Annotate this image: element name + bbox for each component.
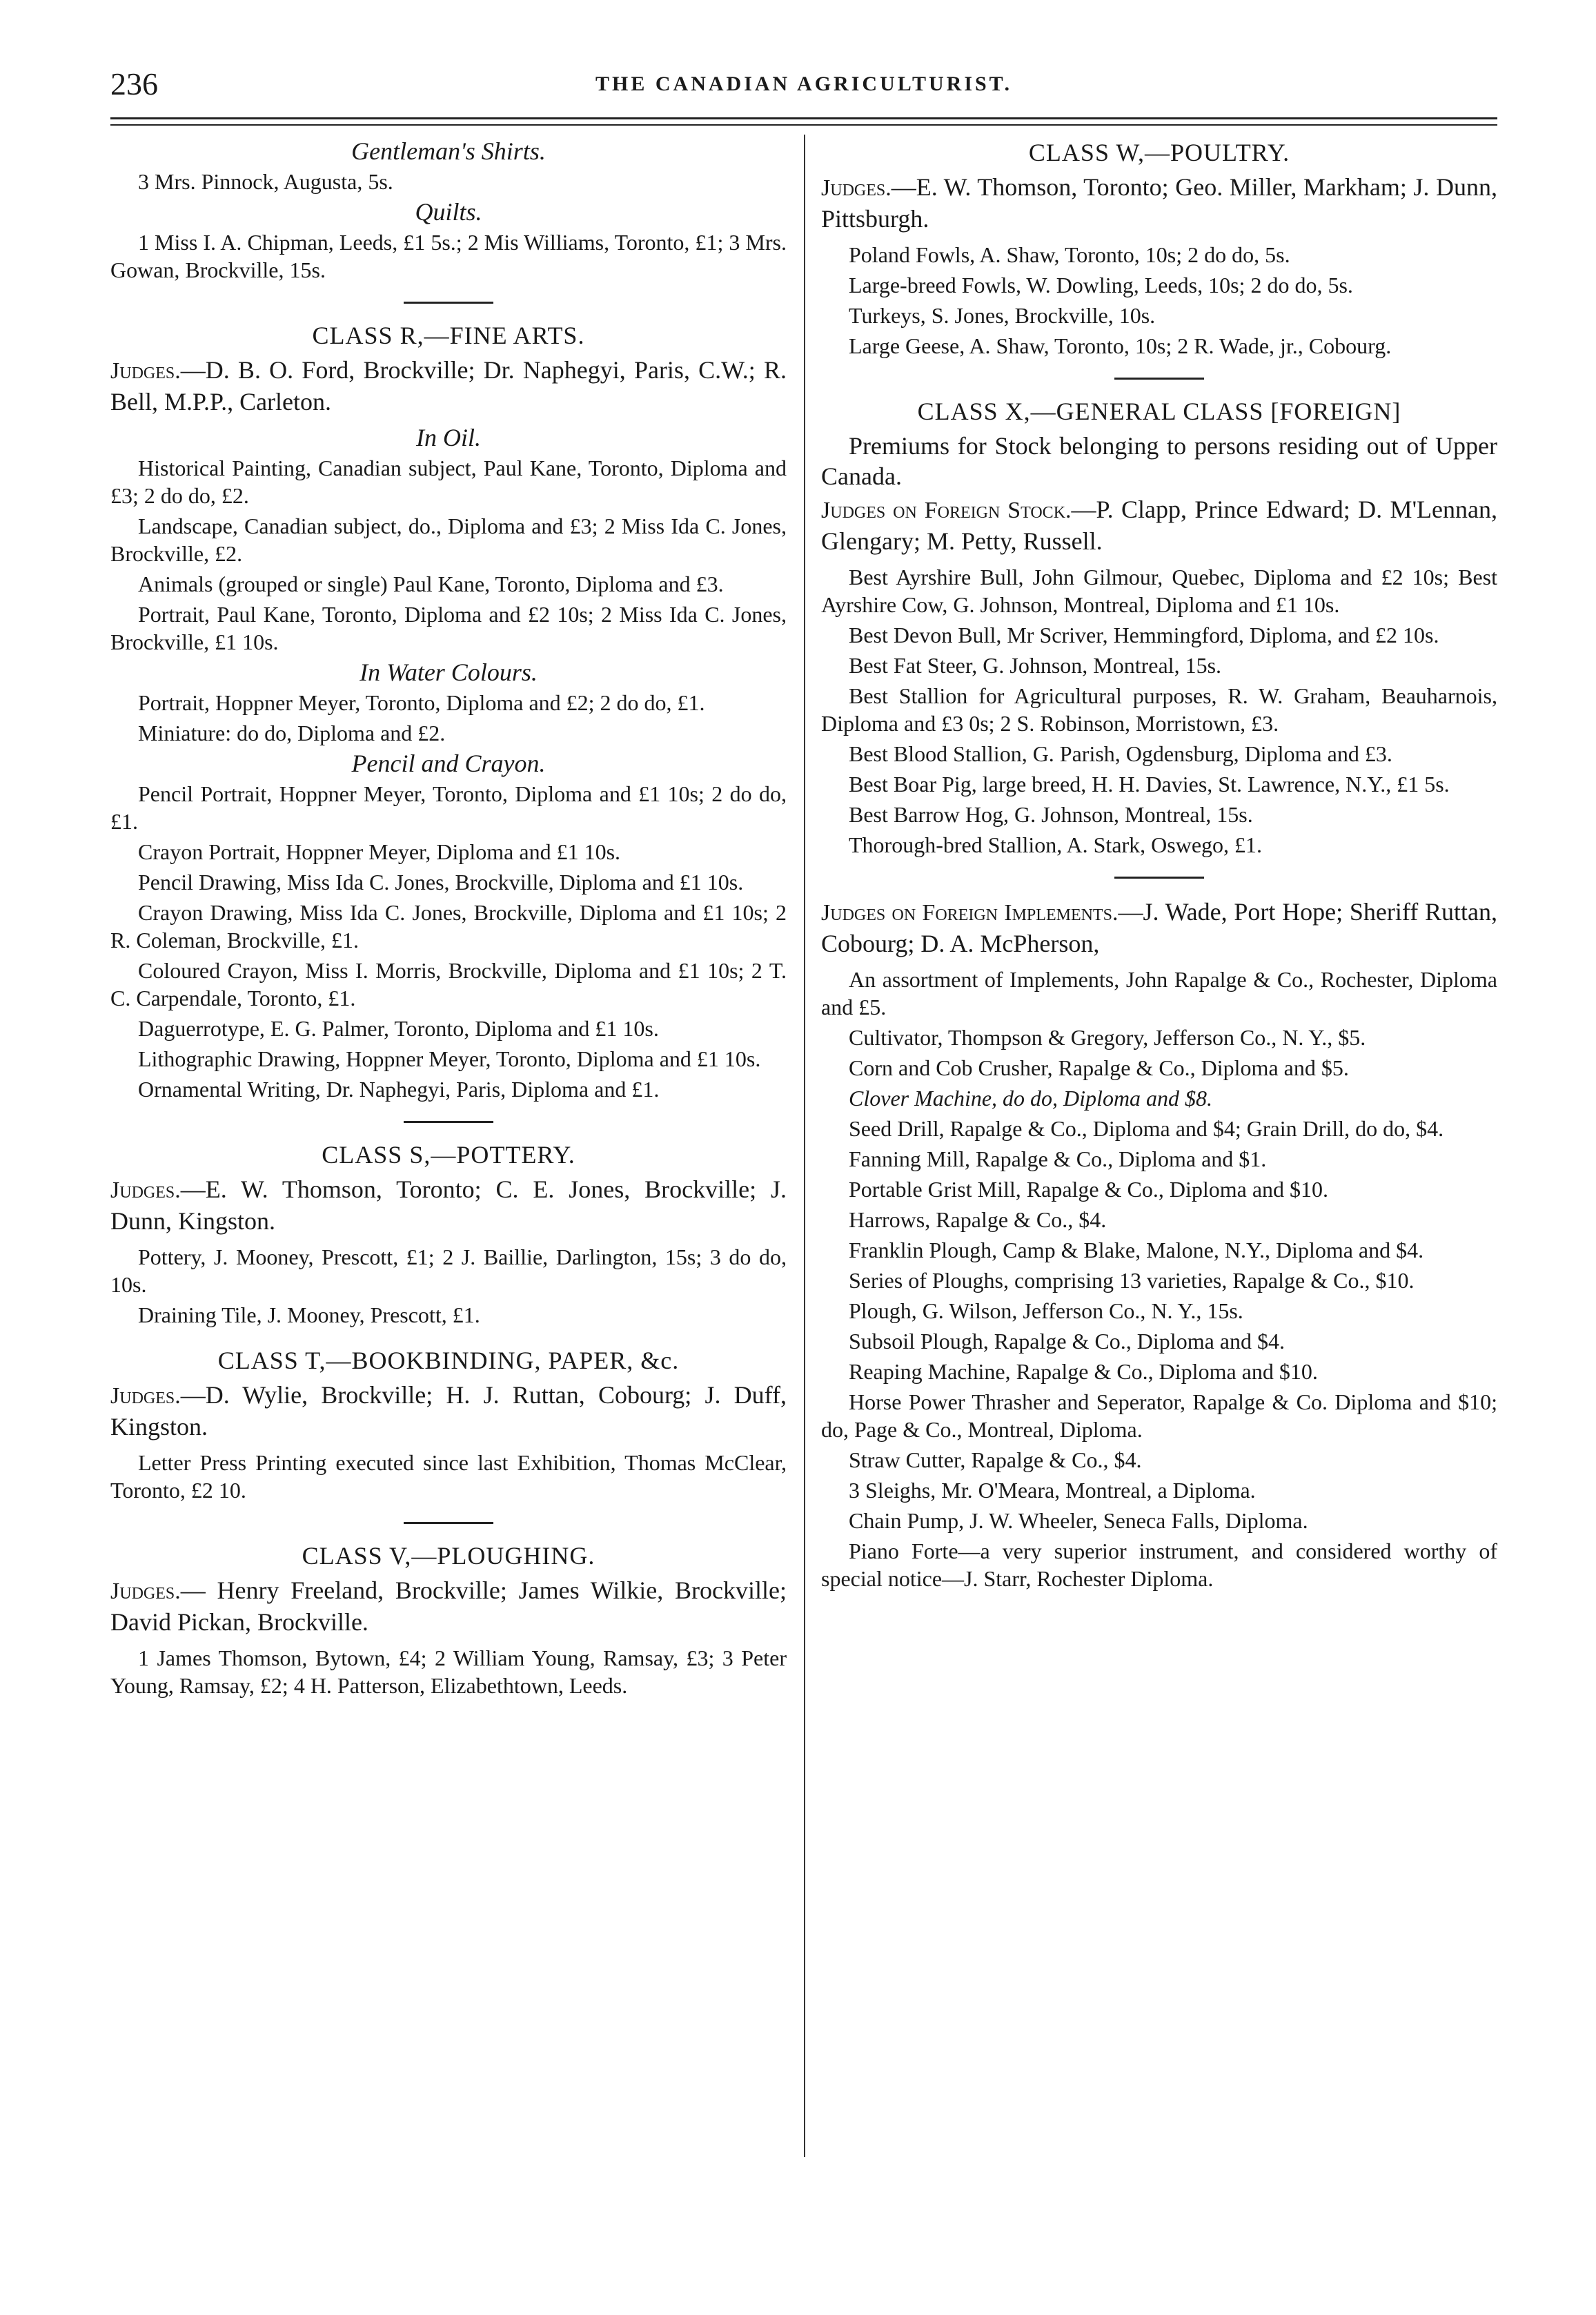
entry-impl-2: Cultivator, Thompson & Gregory, Jefferson Co., N. Y., $5. — [849, 1025, 1366, 1050]
entry-poultry-1: Poland Fowls, A. Shaw, Toronto, 10s; 2 do do, 5s. — [849, 242, 1290, 267]
class-v-heading: CLASS V,—PLOUGHING. — [302, 1542, 595, 1570]
entry-pottery-1: Pottery, J. Mooney, Prescott, £1; 2 J. Baillie, Darlington, 15s; 3 do do, 10s. — [110, 1244, 787, 1297]
right-column — [821, 135, 1497, 1595]
entry-impl-9: Franklin Plough, Camp & Blake, Malone, N.Y., Diploma and $4. — [849, 1238, 1424, 1262]
entry-stock-7: Best Barrow Hog, G. Johnson, Montreal, 15s. — [849, 802, 1253, 827]
class-t-heading: CLASS T,—BOOKBINDING, PAPER, &c. — [217, 1347, 680, 1374]
judges-text: —J. Wade, Port Hope; Sheriff Ruttan, Cobourg; D. A. McPherson, — [821, 898, 1497, 957]
judges-label: Judges on Foreign Stock. — [821, 498, 1072, 523]
entry-oil-1: Historical Painting, Canadian subject, Paul Kane, Toronto, Diploma and £3; 2 do do, £2. — [110, 456, 787, 508]
class-x-intro: Premiums for Stock belonging to persons residing out of Upper Canada. — [821, 432, 1497, 490]
judges-label: Judges. — [821, 175, 891, 201]
entry-pencil-6: Daguerrotype, E. G. Palmer, Toronto, Diploma and £1 10s. — [138, 1016, 659, 1041]
entry-shirts: 3 Mrs. Pinnock, Augusta, 5s. — [138, 169, 393, 194]
header-rule-top — [110, 117, 1497, 119]
entry-stock-8: Thorough-bred Stallion, A. Stark, Oswego, £1. — [849, 832, 1263, 857]
column-divider — [804, 135, 805, 2157]
entry-book-1: Letter Press Printing executed since last Exhibition, Thomas McClear, Toronto, £2 10. — [110, 1450, 787, 1503]
entry-water-1: Portrait, Hoppner Meyer, Toronto, Diploma and £2; 2 do do, £1. — [138, 690, 705, 715]
entry-quilts: 1 Miss I. A. Chipman, Leeds, £1 5s.; 2 Mis Williams, Toronto, £1; 3 Mrs. Gowan, Brockville, 15s. — [110, 230, 787, 282]
entry-impl-6: Fanning Mill, Rapalge & Co., Diploma and $1. — [849, 1146, 1267, 1171]
page — [110, 66, 1497, 2274]
entry-impl-17: Chain Pump, J. W. Wheeler, Seneca Falls, Diploma. — [849, 1508, 1308, 1533]
entry-impl-15: Straw Cutter, Rapalge & Co., $4. — [849, 1447, 1142, 1472]
entry-stock-1: Best Ayrshire Bull, John Gilmour, Quebec, Diploma and £2 10s; Best Ayrshire Cow, G. Johnson, Montreal, Diploma and £1 10s. — [821, 565, 1497, 617]
left-column — [110, 135, 787, 1702]
entry-stock-5: Best Blood Stallion, G. Parish, Ogdensburg, Diploma and £3. — [849, 741, 1392, 766]
entry-impl-3: Corn and Cob Crusher, Rapalge & Co., Diploma and $5. — [849, 1055, 1349, 1080]
entry-stock-4: Best Stallion for Agricultural purposes, R. W. Graham, Beauharnois, Diploma and £3 0s; 2 S. Robinson, Morristown, £3. — [821, 683, 1497, 736]
entry-pencil-2: Crayon Portrait, Hoppner Meyer, Diploma and £1 10s. — [138, 839, 621, 864]
section-rule — [404, 1522, 493, 1524]
entry-impl-18: Piano Forte—a very superior instrument, and considered worthy of special notice—J. Starr, Rochester Diploma. — [821, 1539, 1497, 1591]
entry-pencil-5: Coloured Crayon, Miss I. Morris, Brockville, Diploma and £1 10s; 2 T. C. Carpendale, Toronto, £1. — [110, 958, 787, 1010]
section-rule — [1114, 877, 1204, 879]
foreign-stock-judges — [821, 494, 1497, 556]
page-number: 236 — [110, 66, 158, 101]
entry-pottery-2: Draining Tile, J. Mooney, Prescott, £1. — [138, 1302, 480, 1327]
entry-stock-6: Best Boar Pig, large breed, H. H. Davies, St. Lawrence, N.Y., £1 5s. — [849, 772, 1450, 797]
entry-impl-8: Harrows, Rapalge & Co., $4. — [849, 1207, 1107, 1232]
class-x-heading: CLASS X,—GENERAL CLASS [FOREIGN] — [917, 398, 1401, 425]
class-t-judges — [110, 1380, 787, 1442]
entry-impl-13: Reaping Machine, Rapalge & Co., Diploma and $10. — [849, 1359, 1318, 1384]
entry-impl-12: Subsoil Plough, Rapalge & Co., Diploma and $4. — [849, 1329, 1285, 1354]
judges-text: —E. W. Thomson, Toronto; Geo. Miller, Markham; J. Dunn, Pittsburgh. — [821, 173, 1497, 233]
section-rule — [404, 302, 493, 304]
subheading-in-oil: In Oil. — [416, 424, 481, 451]
judges-label: Judges. — [110, 358, 181, 384]
judges-label: Judges. — [110, 1383, 181, 1409]
judges-text: —D. B. O. Ford, Brockville; Dr. Naphegyi, Paris, C.W.; R. Bell, M.P.P., Carleton. — [110, 356, 787, 416]
entry-impl-10: Series of Ploughs, comprising 13 varieties, Rapalge & Co., $10. — [849, 1268, 1415, 1293]
section-rule — [1114, 378, 1204, 380]
entry-poultry-2: Large-breed Fowls, W. Dowling, Leeds, 10s; 2 do do, 5s. — [849, 273, 1353, 297]
entry-impl-16: 3 Sleighs, Mr. O'Meara, Montreal, a Diploma. — [849, 1478, 1256, 1503]
judges-text: —E. W. Thomson, Toronto; C. E. Jones, Brockville; J. Dunn, Kingston. — [110, 1175, 787, 1235]
entry-pencil-7: Lithographic Drawing, Hoppner Meyer, Toronto, Diploma and £1 10s. — [138, 1046, 761, 1071]
running-head — [110, 66, 1497, 114]
entry-oil-3: Animals (grouped or single) Paul Kane, Toronto, Diploma and £3. — [138, 572, 724, 596]
header-rule-bottom — [110, 124, 1497, 126]
subheading-pencil-crayon: Pencil and Crayon. — [351, 750, 546, 777]
class-r-judges — [110, 355, 787, 417]
judges-label: Judges on Foreign Implements. — [821, 900, 1119, 926]
judges-label: Judges. — [110, 1178, 181, 1203]
entry-impl-4: Clover Machine, do do, Diploma and $8. — [849, 1086, 1213, 1111]
entry-plough-1: 1 James Thomson, Bytown, £4; 2 William Young, Ramsay, £3; 3 Peter Young, Ramsay, £2; 4 H. Patterson, Elizabethtown, Leeds. — [110, 1645, 787, 1698]
class-r-heading: CLASS R,—FINE ARTS. — [312, 322, 585, 349]
judges-text: —P. Clapp, Prince Edward; D. M'Lennan, Glengary; M. Petty, Russell. — [821, 496, 1498, 555]
entry-stock-2: Best Devon Bull, Mr Scriver, Hemmingford, Diploma, and £2 10s. — [849, 623, 1439, 647]
entry-impl-5: Seed Drill, Rapalge & Co., Diploma and $4; Grain Drill, do do, $4. — [849, 1116, 1444, 1141]
entry-pencil-4: Crayon Drawing, Miss Ida C. Jones, Brockville, Diploma and £1 10s; 2 R. Coleman, Brockville, £1. — [110, 900, 787, 953]
class-w-judges — [821, 172, 1497, 234]
entry-oil-2: Landscape, Canadian subject, do., Diploma and £3; 2 Miss Ida C. Jones, Brockville, £2. — [110, 514, 787, 566]
class-s-heading: CLASS S,—POTTERY. — [322, 1141, 575, 1169]
entry-impl-14: Horse Power Thrasher and Seperator, Rapalge & Co. Diploma and $10; do, Page & Co., Montreal, Diploma. — [821, 1389, 1497, 1442]
subheading-water-colours: In Water Colours. — [359, 658, 538, 686]
entry-impl-11: Plough, G. Wilson, Jefferson Co., N. Y., 15s. — [849, 1298, 1243, 1323]
section-rule — [404, 1121, 493, 1123]
entry-poultry-3: Turkeys, S. Jones, Brockville, 10s. — [849, 303, 1156, 328]
entry-pencil-8: Ornamental Writing, Dr. Naphegyi, Paris, Diploma and £1. — [138, 1077, 660, 1102]
judges-text: —D. Wylie, Brockville; H. J. Ruttan, Cobourg; J. Duff, Kingston. — [110, 1381, 787, 1440]
entry-oil-4: Portrait, Paul Kane, Toronto, Diploma and £2 10s; 2 Miss Ida C. Jones, Brockville, £1 10s. — [110, 602, 787, 654]
columns — [110, 135, 1497, 2205]
subheading-gentlemans-shirts: Gentleman's Shirts. — [351, 137, 546, 165]
class-v-judges — [110, 1575, 787, 1637]
subheading-quilts: Quilts. — [415, 198, 482, 226]
entry-poultry-4: Large Geese, A. Shaw, Toronto, 10s; 2 R. Wade, jr., Cobourg. — [849, 333, 1392, 358]
class-s-judges — [110, 1174, 787, 1236]
class-w-heading: CLASS W,—POULTRY. — [1028, 139, 1290, 166]
entry-impl-1: An assortment of Implements, John Rapalge & Co., Rochester, Diploma and £5. — [821, 967, 1497, 1019]
judges-label: Judges. — [110, 1579, 181, 1604]
entry-pencil-3: Pencil Drawing, Miss Ida C. Jones, Brockville, Diploma and £1 10s. — [138, 870, 744, 895]
entry-impl-7: Portable Grist Mill, Rapalge & Co., Diploma and $10. — [849, 1177, 1329, 1202]
foreign-implements-judges — [821, 897, 1497, 959]
judges-text: — Henry Freeland, Brockville; James Wilkie, Brockville; David Pickan, Brockville. — [110, 1576, 787, 1636]
journal-title: THE CANADIAN AGRICULTURIST. — [595, 72, 1012, 95]
entry-water-2: Miniature: do do, Diploma and £2. — [138, 721, 446, 745]
entry-stock-3: Best Fat Steer, G. Johnson, Montreal, 15s. — [849, 653, 1222, 678]
entry-pencil-1: Pencil Portrait, Hoppner Meyer, Toronto, Diploma and £1 10s; 2 do do, £1. — [110, 781, 787, 834]
